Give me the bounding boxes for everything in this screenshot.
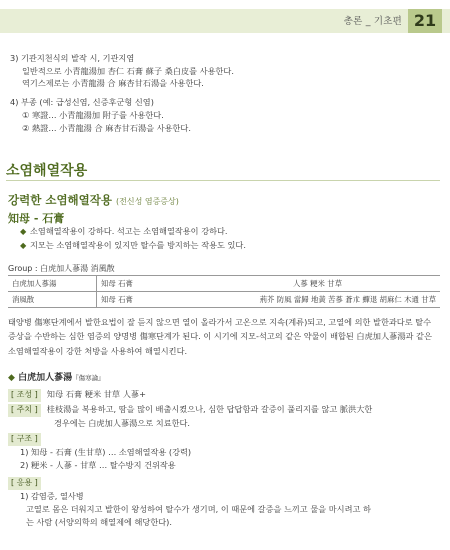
group-label: Group : 白虎加人蔘湯 消風散 [8,264,115,273]
bullet-item [20,240,246,251]
list-text: ① 寒證… 小青龍湯加 附子를 사용한다. [22,109,164,120]
list-text: 일반적으로 小青龍湯加 杏仁 石膏 蘇子 桑白皮를 사용한다. [22,65,234,76]
bullet-item [20,226,228,237]
diamond-bullet-icon: ◆ [8,373,19,383]
diamond-bullet-icon: ◆ [20,226,27,236]
structure-tag: [ 구조 ] [8,433,41,446]
table-cell-name: 白虎加人蔘湯 [8,276,97,292]
page-number: 21 [408,9,442,33]
herb-pair: 知母 - 石膏 [8,212,65,225]
indication-text: 桂枝湯을 복용하고, 땀을 많이 배출시켰으나, 심한 답답함과 갈증이 풀리지를 않고 脈洪大한 [46,404,373,414]
subsection-note: (전신성 염증증상) [116,197,179,206]
indication-tag: [ 주치 ] [8,404,41,417]
subsection-title [8,192,179,208]
structure-item: 2) 粳米 - 人蔘 - 甘草 … 탈수방지 건위작용 [20,459,176,470]
prescription-title [8,370,105,383]
list-item: 3) 기관지천식의 발작 시, 기관지염 [10,53,135,63]
indication-text: 경우에는 白虎加人蔘湯으로 치료한다. [54,417,191,428]
section-divider [6,180,440,181]
list-item: 4) 부종 (예: 급성신염, 신증후군형 신염) [10,97,154,108]
table-row [8,292,440,308]
structure-item: 1) 知母 - 石膏 (生甘草) … 소염해열작용 (강력) [20,446,192,457]
prescription-name: 白虎加人蔘湯 [18,373,73,383]
prescription-source: 『傷寒論』 [72,374,105,382]
table-cell-others: 荊芥 防風 當歸 地黃 苦蔘 蒼朮 蟬退 胡麻仁 木通 甘草 [195,292,440,308]
top-list [10,52,440,134]
running-header: 총론 _ 기초편 [343,16,402,27]
bullet-text: 지모는 소염해열작용이 있지만 탈수를 방지하는 작용도 있다. [30,240,246,250]
table-cell-herbs: 知母 石膏 [97,292,196,308]
section-title: 소염해열작용 [6,163,88,179]
application-text: 고열로 몸은 더워지고 발한이 왕성하여 탈수가 생기며, 이 때문에 갈증을 느끼고 물을 마시려고 하 [26,503,371,514]
application-text: 는 사람 (서양의학의 해열제에 해당한다). [26,517,172,528]
diamond-bullet-icon: ◆ [20,240,27,250]
application-block [8,476,438,529]
table-cell-herbs: 知母 石膏 [97,276,196,292]
application-item: 1) 감염증, 열사병 [20,490,84,501]
table-cell-others: 人蔘 粳米 甘草 [195,276,440,292]
prescription-table [8,275,440,308]
structure-block [8,432,438,472]
list-text: ② 熱證… 小青龍湯 合 麻杏甘石湯을 사용한다. [22,122,191,133]
body-paragraph: 태양병 傷寒단계에서 발한요법이 잘 듣지 않으면 열이 올라가서 고온으로 지속(계류)되고, 고열에 의한 발한과다로 탈수증상을 수반하는 심한 염증의 양명병 傷寒단계가 된다. 이 시기에 지모-석고의 같은 약물이 배합된 白虎加人蔘湯과 같은 소염해열작용이 강한 처방을 사용하여 해열시킨다. [8,317,432,356]
indication-row [8,403,438,430]
bullet-text: 소염해열작용이 강하다. 석고는 소염해열작용이 강하다. [30,226,228,236]
composition-tag: [ 조성 ] [8,389,41,402]
table-row [8,276,440,292]
table-cell-name: 消風散 [8,292,97,308]
application-tag: [ 응용 ] [8,477,41,490]
composition-text: 知母 石膏 粳米 甘草 人蔘+ [46,389,146,399]
composition-row [8,388,438,402]
list-text: 역기스제로는 小青龍湯 合 麻杏甘石湯을 사용한다. [22,78,204,89]
subsection-title-text: 강력한 소염해열작용 [8,193,112,207]
